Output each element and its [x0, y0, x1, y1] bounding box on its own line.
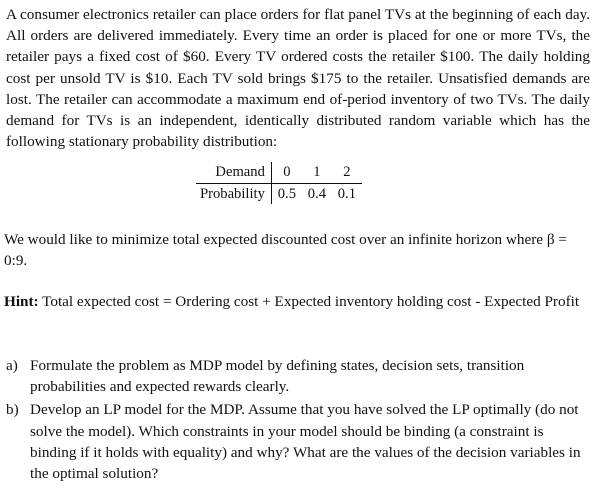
- probability-label: Probability: [196, 184, 271, 205]
- probability-value: 0.4: [307, 186, 326, 202]
- question-text: Formulate the problem as MDP model by defining states, decision sets, transition probabilities and expected rewards clearly.: [30, 357, 525, 396]
- hint-text: Total expected cost = Ordering cost + Expected inventory holding cost - Expected Profit: [38, 293, 580, 310]
- demand-value: 2: [332, 162, 362, 184]
- demand-row: [196, 162, 362, 184]
- demand-value: 1: [302, 162, 332, 184]
- question-item: [6, 355, 592, 397]
- demand-value: 0: [271, 162, 302, 184]
- hint-paragraph: [4, 291, 592, 312]
- demand-distribution-table: [196, 162, 362, 204]
- question-marker: a): [6, 357, 18, 374]
- question-marker: b): [6, 401, 19, 419]
- problem-intro: A consumer electronics retailer can place orders for flat panel TVs at the beginning of each day. All orders are delivered immediately. Every time an order is placed for one or more TVs, the retailer pays a fixed cost of $60. Every TV ordered costs the retailer $100. The daily holding cost per unsold TV is $10. Each TV sold brings $175 to the retailer. Unsatisfied demands are lost. The retailer can accommodate a maximum end of-period inventory of two TVs. The daily demand for TVs is an independent, identically distributed random variable which has the following stationary probability distribution:: [6, 6, 590, 151]
- hint-label: Hint:: [4, 293, 39, 310]
- question-list: [6, 355, 592, 486]
- probability-value: 0.1: [337, 186, 356, 202]
- demand-label: Demand: [196, 162, 271, 184]
- question-item: [6, 399, 592, 484]
- objective-statement: We would like to minimize total expected discounted cost over an infinite horizon where β = 0:9.: [4, 231, 567, 270]
- probability-value: 0.5: [277, 186, 296, 202]
- question-text: Develop an LP model for the MDP. Assume that you have solved the LP optimally (do not solve the model). Which constraints in your model should be binding (a constraint is binding if it holds with equality) and why? What are the values of the decision variables in the optimal solution?: [30, 401, 581, 483]
- probability-row: [196, 184, 362, 205]
